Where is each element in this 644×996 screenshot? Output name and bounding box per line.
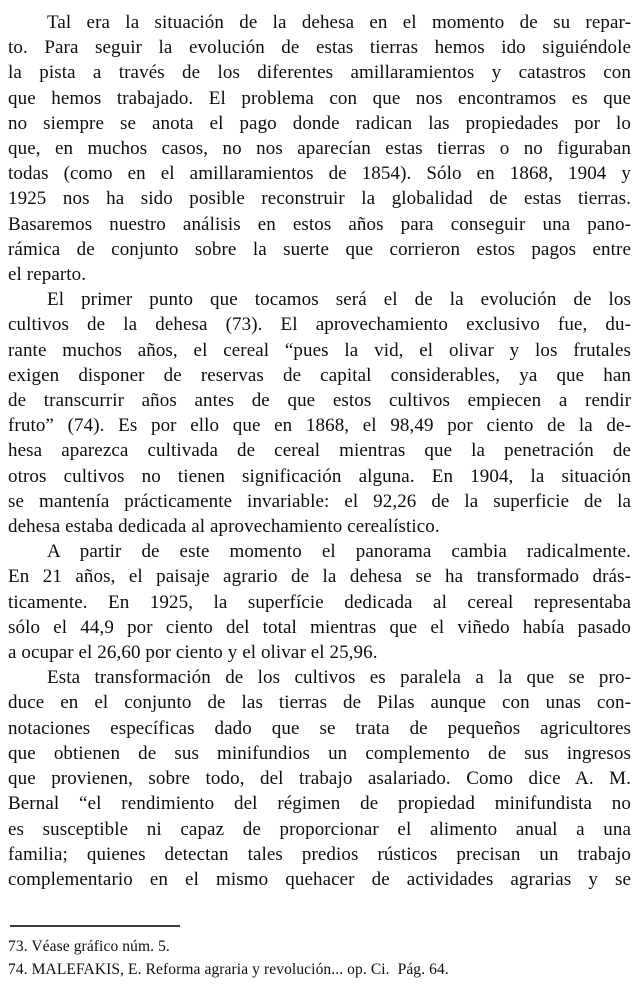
footnotes [8, 935, 631, 981]
text-line: dehesa estaba dedicada al aprovechamiento cerealístico. [8, 516, 440, 538]
text-line: Tal era la situación de la dehesa en el momento de su repar- [47, 12, 631, 33]
text-line: notaciones específicas dado que se trata de pequeños agricultores [8, 717, 631, 739]
text-line: que obtienen de sus minifundios un complemento de sus ingresos [8, 742, 631, 764]
text-line: otros cultivos no tienen significación alguna. En 1904, la situación [8, 465, 631, 487]
text-line: complementario en el mismo quehacer de actividades agrarias y se [8, 868, 631, 890]
text-line: to. Para seguir la evolución de estas tierras hemos ido siguiéndole [8, 37, 631, 59]
text-line: familia; quienes detectan tales predios rústicos precisan un trabajo [8, 843, 631, 865]
text-line: que provienen, sobre todo, del trabajo asalariado. Como dice A. M. [8, 768, 631, 790]
text-line: En 21 años, el paisaje agrario de la dehesa se ha transformado drás- [8, 566, 631, 588]
text-line: no siempre se anota el pago donde radican las propiedades por lo [8, 112, 631, 134]
text-line: exigen disponer de reservas de capital considerables, ya que han [8, 364, 631, 386]
text-line: Esta transformación de los cultivos es paralela a la que se pro- [47, 667, 631, 689]
text-line: El primer punto que tocamos será el de la evolución de los [47, 289, 631, 311]
footnote: 74. MALEFAKIS, E. Reforma agraria y revolución... op. Ci. Pág. 64. [8, 961, 449, 979]
text-line: la pista a través de los diferentes amillaramientos y catastros con [8, 62, 631, 84]
text-line: rante muchos años, el cereal “pues la vid, el olivar y los frutales [8, 339, 631, 361]
paragraph [8, 665, 631, 892]
text-line: sólo el 44,9 por ciento del total mientras que el viñedo había pasado [8, 616, 631, 638]
body-text [8, 10, 631, 892]
text-line: ticamente. En 1925, la superfície dedicada al cereal representaba [8, 591, 631, 613]
footnote-block [8, 925, 631, 981]
text-line: A partir de este momento el panorama cambia radicalmente. [47, 541, 631, 563]
text-line: cultivos de la dehesa (73). El aprovechamiento exclusivo fue, du- [8, 314, 631, 336]
text-line: rámica de conjunto sobre la suerte que corrieron estos pagos entre [8, 238, 631, 260]
text-line: Bernal “el rendimiento del régimen de propiedad minifundista no [8, 793, 631, 815]
text-line: todas (como en el amillaramientos de 1854). Sólo en 1868, 1904 y [8, 163, 631, 185]
text-line: Basaremos nuestro análisis en estos años para conseguir una pano- [8, 213, 631, 235]
text-line: de transcurrir años antes de que estos cultivos empiecen a rendir [8, 390, 631, 412]
text-line: a ocupar el 26,60 por ciento y el olivar el 25,96. [8, 642, 378, 664]
text-line: duce en el conjunto de las tierras de Pilas aunque con unas con- [8, 692, 631, 714]
paragraph [8, 10, 631, 287]
paragraph [8, 287, 631, 539]
footnote: 73. Véase gráfico núm. 5. [8, 938, 170, 956]
text-line: 1925 nos ha sido posible reconstruir la globalidad de estas tierras. [8, 188, 631, 210]
text-line: que, en muchos casos, no nos aparecían estas tierras o no figuraban [8, 138, 631, 160]
text-line: hesa aparezca cultivada de cereal mientras que la penetración de [8, 440, 631, 462]
text-line: es susceptible ni capaz de proporcionar el alimento anual a una [8, 818, 631, 840]
text-line: se mantenía prácticamente invariable: el 92,26 de la superficie de la [8, 490, 631, 512]
text-line: el reparto. [8, 264, 87, 286]
footnote-divider [10, 925, 180, 927]
text-line: que hemos trabajado. El problema con que nos encontramos es que [8, 87, 631, 109]
text-line: fruto” (74). Es por ello que en 1868, el 98,49 por ciento de la de- [8, 415, 631, 437]
paragraph [8, 539, 631, 665]
